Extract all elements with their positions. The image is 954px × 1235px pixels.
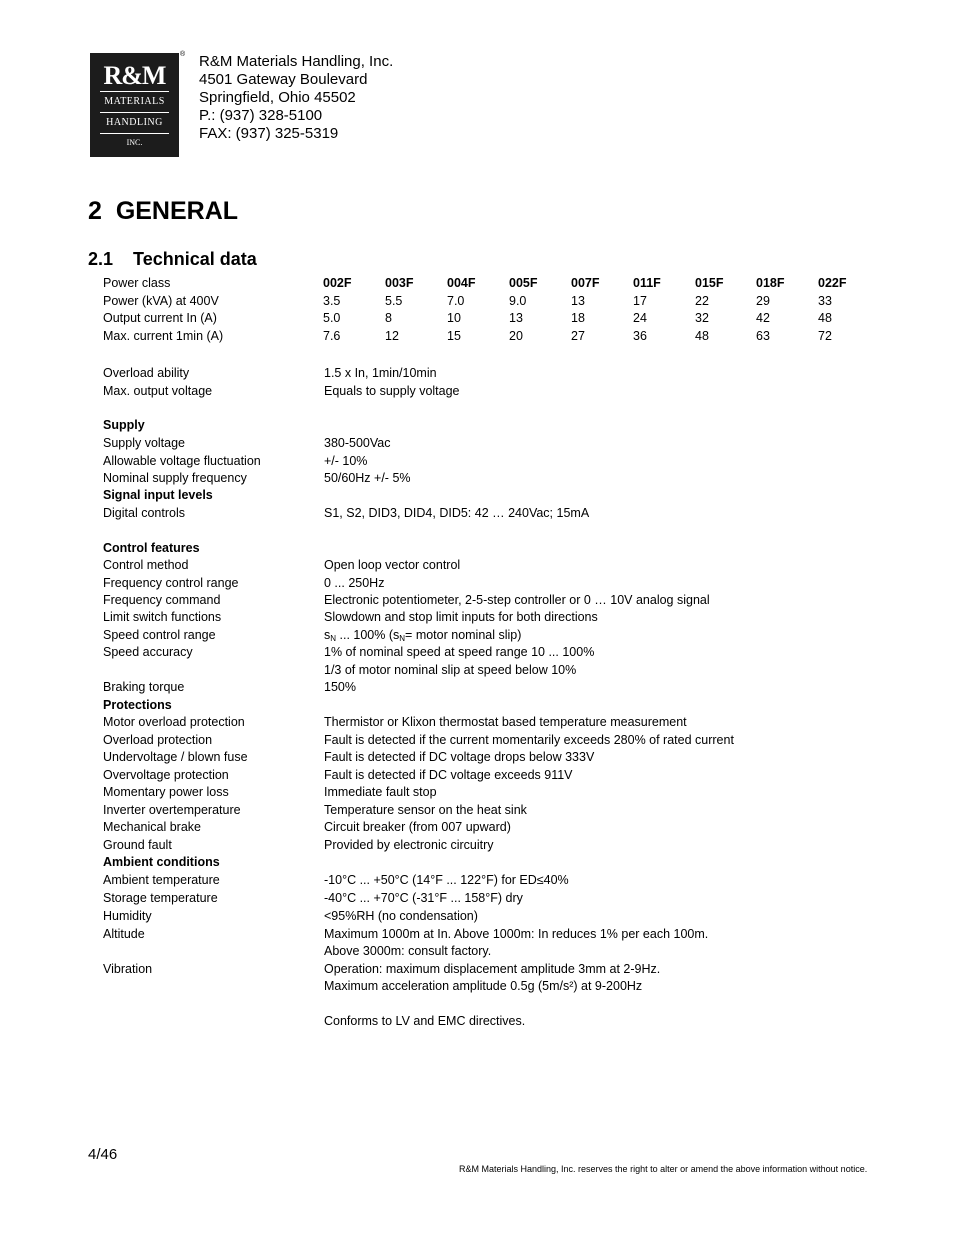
power-table-cell: 17 [633, 294, 647, 308]
power-table-cell: 22 [695, 294, 709, 308]
spec-label: Speed accuracy [103, 645, 193, 659]
power-table-cell: 27 [571, 329, 585, 343]
spec-value: 380-500Vac [324, 436, 391, 450]
power-table-row-label: Max. current 1min (A) [103, 329, 224, 343]
spec-label: Ground fault [103, 838, 172, 852]
spec-value: Circuit breaker (from 007 upward) [324, 820, 511, 834]
power-class-header-cell: 003F [385, 276, 414, 290]
spec-value: Conforms to LV and EMC directives. [324, 1014, 526, 1028]
logo-line-handling: HANDLING [106, 117, 163, 128]
spec-value [324, 628, 521, 643]
company-address [199, 53, 393, 143]
power-table-cell: 7.6 [323, 329, 341, 343]
registered-mark: ® [180, 51, 186, 58]
power-table-cell: 29 [756, 294, 770, 308]
spec-value: -10°C ... +50°C (14°F ... 122°F) for ED≤40% [324, 873, 569, 887]
spec-label: Digital controls [103, 506, 185, 520]
spec-value: Maximum acceleration amplitude 0.5g (5m/s²) at 9-200Hz [324, 979, 643, 993]
spec-value: 0 ... 250Hz [324, 576, 385, 590]
spec-label: Max. output voltage [103, 384, 213, 398]
spec-value: Thermistor or Klixon thermostat based temperature measurement [324, 715, 687, 729]
spec-label: Overload protection [103, 733, 213, 747]
spec-value: Fault is detected if DC voltage drops below 333V [324, 750, 595, 764]
spec-value: 50/60Hz +/- 5% [324, 471, 411, 485]
spec-label: Supply voltage [103, 436, 186, 450]
spec-label: Speed control range [103, 628, 216, 642]
section-number: 2 [88, 197, 102, 225]
spec-value: Temperature sensor on the heat sink [324, 803, 527, 817]
power-table-cell: 3.5 [323, 294, 341, 308]
power-class-header-cell: 005F [509, 276, 538, 290]
power-table-row-label: Power (kVA) at 400V [103, 294, 219, 308]
spec-value: Fault is detected if DC voltage exceeds 911V [324, 768, 573, 782]
company-logo [90, 53, 179, 157]
spec-value-part: s [324, 628, 331, 642]
spec-value: Above 3000m: consult factory. [324, 944, 492, 958]
spec-value: 1.5 x In, 1min/10min [324, 366, 437, 380]
address-street: 4501 Gateway Boulevard [199, 71, 368, 88]
subscript-text: N [330, 634, 337, 643]
spec-value: Slowdown and stop limit inputs for both directions [324, 610, 598, 624]
power-table-cell: 20 [509, 329, 523, 343]
spec-label: Control method [103, 558, 189, 572]
spec-label: Inverter overtemperature [103, 803, 241, 817]
spec-label: Frequency control range [103, 576, 239, 590]
spec-label: Frequency command [103, 593, 221, 607]
power-table-cell: 36 [633, 329, 647, 343]
spec-label: Allowable voltage fluctuation [103, 454, 261, 468]
spec-group-heading: Protections [103, 698, 172, 712]
spec-value: Equals to supply voltage [324, 384, 460, 398]
spec-label: Ambient temperature [103, 873, 220, 887]
power-table-cell: 48 [818, 311, 832, 325]
spec-group-heading: Signal input levels [103, 488, 213, 502]
power-class-header-cell: 015F [695, 276, 724, 290]
spec-group-heading: Ambient conditions [103, 855, 220, 869]
spec-value: Maximum 1000m at In. Above 1000m: In reduces 1% per each 100m. [324, 927, 709, 941]
subsection-number: 2.1 [88, 249, 114, 269]
spec-label: Overvoltage protection [103, 768, 229, 782]
power-table-row-label: Power class [103, 276, 171, 290]
power-table-cell: 9.0 [509, 294, 527, 308]
spec-value: Electronic potentiometer, 2-5-step controller or 0 … 10V analog signal [324, 593, 710, 607]
spec-value: Provided by electronic circuitry [324, 838, 494, 852]
power-class-header-cell: 011F [633, 276, 661, 290]
spec-label: Humidity [103, 909, 152, 923]
spec-value: 1/3 of motor nominal slip at speed below 10% [324, 663, 577, 677]
spec-value-part: = motor nominal slip) [405, 628, 522, 642]
section-title: GENERAL [115, 197, 239, 225]
spec-label: Mechanical brake [103, 820, 201, 834]
spec-label: Nominal supply frequency [103, 471, 247, 485]
section-heading [88, 196, 238, 226]
power-class-header-cell: 022F [818, 276, 847, 290]
power-table-cell: 10 [447, 311, 461, 325]
logo-rule [100, 133, 169, 134]
power-table-cell: 48 [695, 329, 709, 343]
power-table-cell: 72 [818, 329, 832, 343]
spec-label: Momentary power loss [103, 785, 229, 799]
power-table-cell: 15 [447, 329, 461, 343]
power-table-cell: 42 [756, 311, 770, 325]
power-class-header-cell: 004F [447, 276, 476, 290]
logo-line-inc: INC. [126, 138, 143, 147]
spec-value-part: ... 100% (s [336, 628, 400, 642]
power-table-cell: 13 [509, 311, 523, 325]
power-class-header-cell: 007F [571, 276, 600, 290]
logo-rule [100, 91, 169, 92]
subsection-title: Technical data [133, 249, 257, 269]
power-table-row-label: Output current In (A) [103, 311, 217, 325]
power-table-cell: 32 [695, 311, 709, 325]
logo-line-materials: MATERIALS [104, 96, 165, 107]
power-class-header-cell: 018F [756, 276, 785, 290]
power-table-cell: 13 [571, 294, 585, 308]
spec-label: Altitude [103, 927, 145, 941]
spec-label: Storage temperature [103, 891, 218, 905]
spec-label: Limit switch functions [103, 610, 222, 624]
logo-rule [100, 112, 169, 113]
address-city: Springfield, Ohio 45502 [199, 89, 356, 106]
logo-mark: R&M [103, 61, 166, 90]
footer-disclaimer: R&M Materials Handling, Inc. reserves the right to alter or amend the above information without notice. [459, 1164, 868, 1174]
spec-value: Immediate fault stop [324, 785, 437, 799]
spec-value: +/- 10% [324, 454, 368, 468]
spec-value: Fault is detected if the current momentarily exceeds 280% of rated current [324, 733, 734, 747]
address-fax: FAX: (937) 325-5319 [199, 125, 339, 142]
power-table-cell: 5.0 [323, 311, 341, 325]
spec-label: Motor overload protection [103, 715, 245, 729]
power-table-cell: 24 [633, 311, 647, 325]
address-phone: P.: (937) 328-5100 [199, 107, 323, 124]
power-table-cell: 18 [571, 311, 585, 325]
spec-value: <95%RH (no condensation) [324, 909, 478, 923]
power-table-cell: 63 [756, 329, 770, 343]
spec-label: Undervoltage / blown fuse [103, 750, 248, 764]
power-table-cell: 8 [385, 311, 392, 325]
subscript-text: N [399, 634, 406, 643]
spec-label: Overload ability [103, 366, 190, 380]
spec-value: -40°C ... +70°C (-31°F ... 158°F) dry [324, 891, 523, 905]
power-table-cell: 33 [818, 294, 832, 308]
address-company-name: R&M Materials Handling, Inc. [199, 53, 394, 70]
spec-value: 150% [324, 680, 356, 694]
spec-value: 1% of nominal speed at speed range 10 ... 100% [324, 645, 595, 659]
spec-label: Braking torque [103, 680, 185, 694]
spec-value: Open loop vector control [324, 558, 461, 572]
power-class-header-cell: 002F [323, 276, 352, 290]
power-table-cell: 7.0 [447, 294, 465, 308]
spec-group-heading: Control features [103, 541, 200, 555]
power-table-cell: 5.5 [385, 294, 403, 308]
subsection-heading [88, 248, 257, 270]
spec-group-heading: Supply [103, 418, 145, 432]
page-number: 4/46 [88, 1146, 118, 1163]
spec-value: S1, S2, DID3, DID4, DID5: 42 … 240Vac; 15mA [324, 506, 590, 520]
power-table-cell: 12 [385, 329, 399, 343]
spec-value: Operation: maximum displacement amplitude 3mm at 2-9Hz. [324, 962, 661, 976]
spec-label: Vibration [103, 962, 153, 976]
